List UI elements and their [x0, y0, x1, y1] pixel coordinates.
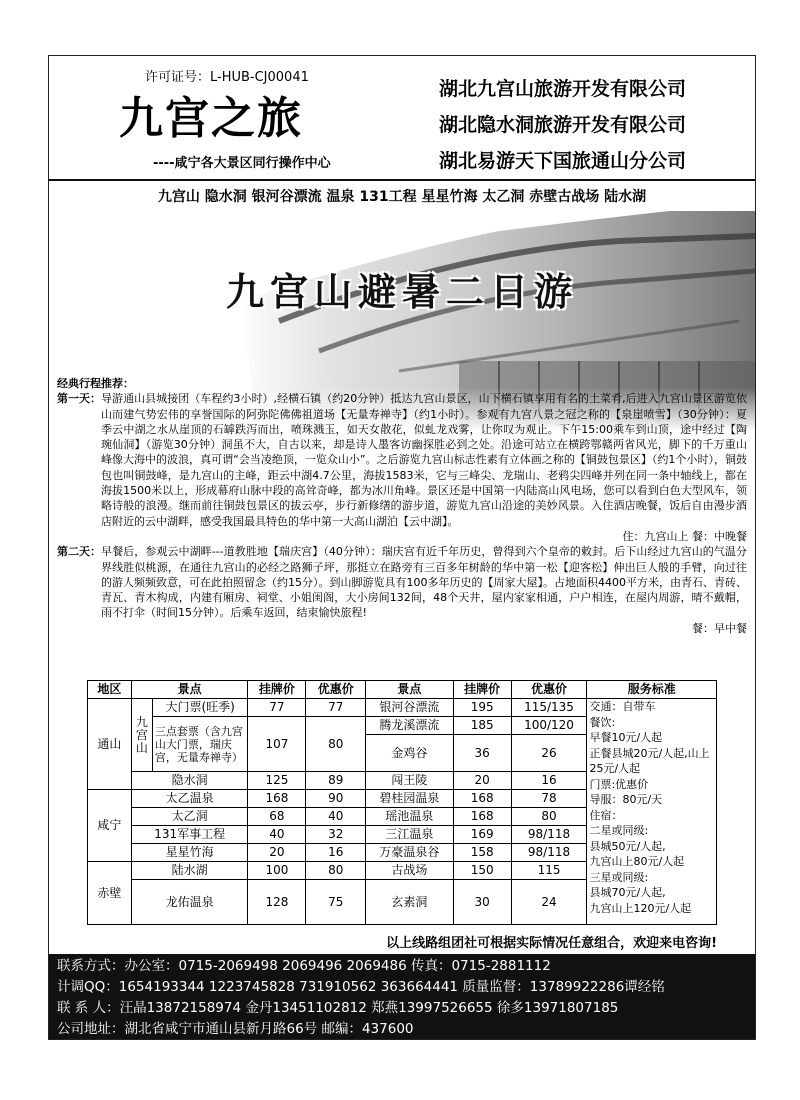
list-price-cell: 68 — [248, 808, 306, 826]
list-price-cell: 40 — [248, 826, 306, 844]
service-line: 三星或同级: — [589, 870, 649, 884]
promo-price-cell: 98/118 — [511, 844, 587, 862]
service-standard-cell — [587, 699, 717, 925]
promo-price-cell: 16 — [511, 772, 587, 790]
combination-note: 以上线路组团社可根据实际情况任意组合，欢迎来电咨询! — [386, 936, 717, 951]
header-region: 地区 — [88, 681, 132, 699]
spot-cell: 腾龙溪漂流 — [366, 717, 454, 735]
region-cell: 通山 — [88, 699, 132, 790]
region-cell: 赤壁 — [88, 862, 132, 925]
header-promo-price-2: 优惠价 — [511, 681, 587, 699]
brand-subtitle: ----咸宁各大景区同行操作中心 — [153, 156, 331, 171]
service-line: 县城50元/人起, — [589, 839, 666, 853]
scenic-spots-list: 九宫山 隐水洞 银河谷漂流 温泉 131工程 星星竹海 太乙洞 赤壁古战场 陆水湖 — [157, 189, 647, 205]
list-price-cell: 36 — [453, 735, 511, 772]
spot-cell: 大门票(旺季) — [152, 699, 248, 717]
spot-cell: 131军事工程 — [131, 826, 248, 844]
promo-price-cell: 90 — [306, 790, 366, 808]
list-price-cell: 168 — [453, 790, 511, 808]
day-1-text: 导游通山县城接团（车程约3小时）,经横石镇（约20分钟）抵达九宫山景区，山下横石镇享用有名的土菜肴,后进入九宫山景区游览依山而建气势宏伟的享誉国际的阿弥陀佛佛祖道场【无量寿禅寺】（约1小时）。参观有九宫八景之冠之称的【泉崖喷雪】（30分钟）：夏季云中湖之水从崖顶的石罅跌泻而出，喷珠溅玉，如天女散花，似虬龙戏雾，让你叹为观止。下午15:00乘车到山顶，途中经过【陶琬仙洞】（游览30分钟）洞虽不大，自古以来，却是诗人墨客访幽探胜必到之处。沿途可站立在横跨鄂赣两省风光，脚下的千万重山峰像大海中的波浪，真可谓“会当凌绝顶，一览众山小”。之后游览九宫山标志性素有立体画之称的【铜鼓包景区】（约1个小时），铜鼓包也叫铜鼓峰，是九宫山的主峰，距云中湖4.7公里，海拔1583米，它与三峰尖、龙瑞山、老鸦尖四峰并列在同一条中轴线上，都在海拔1500米以上，形成幕府山脉中段的高耸奇峰，都为冰川角峰。景区还是中国第一内陆高山风电场，您可以看到白色大型风车，领略诗般的浪漫。继而前往铜鼓包景区的拔云亭，步行新修缮的游步道，游览九宫山沿途的美妙风景。入住酒店晚餐，饭后自由漫步酒店附近的云中湖畔，感受我国最具特色的华中第一大高山湖泊【云中湖】。 — [101, 392, 747, 528]
promo-price-cell: 26 — [511, 735, 587, 772]
list-price-cell: 77 — [248, 699, 306, 717]
spot-cell: 龙佑温泉 — [131, 880, 248, 925]
company-name-3: 湖北易游天下国旅通山分公司 — [439, 150, 687, 172]
spot-cell: 金鸡谷 — [366, 735, 454, 772]
table-row — [88, 699, 717, 717]
list-price-cell: 20 — [453, 772, 511, 790]
contact-phones: 联系方式：办公室：0715-2069498 2069496 2069486 传真：0715-2881112 — [57, 958, 551, 974]
service-line: 九宫山上120元/人起 — [589, 901, 692, 915]
header-service: 服务标准 — [587, 681, 717, 699]
list-price-cell: 158 — [453, 844, 511, 862]
promo-price-cell: 115/135 — [511, 699, 587, 717]
license-number: 许可证号：L-HUB-CJ00041 — [145, 70, 309, 85]
brand-logo-text: 九宫之旅 — [119, 93, 303, 144]
promo-price-cell: 89 — [306, 772, 366, 790]
header-divider — [49, 179, 755, 181]
itinerary — [57, 376, 747, 636]
spot-cell: 玄素洞 — [366, 880, 454, 925]
spot-cell: 三点套票（含九宫山大门票，瑞庆宫，无量寿禅寺） — [152, 717, 248, 772]
spot-cell: 古战场 — [366, 862, 454, 880]
header-promo-price: 优惠价 — [306, 681, 366, 699]
service-line: 交通：自带车 — [589, 700, 656, 713]
promo-price-cell: 40 — [306, 808, 366, 826]
promo-price-cell: 98/118 — [511, 826, 587, 844]
promo-price-cell: 32 — [306, 826, 366, 844]
company-name-2: 湖北隐水洞旅游开发有限公司 — [439, 114, 687, 136]
list-price-cell: 195 — [453, 699, 511, 717]
promo-price-cell: 80 — [306, 862, 366, 880]
region-cell: 咸宁 — [88, 790, 132, 862]
spot-cell: 银河谷漂流 — [366, 699, 454, 717]
day-2-meal: 餐：早中餐 — [692, 621, 747, 635]
list-price-cell: 168 — [248, 790, 306, 808]
day-1-lodging-meal: 住：九宫山上 餐：中晚餐 — [622, 529, 747, 543]
promo-price-cell: 80 — [306, 717, 366, 772]
price-table — [87, 680, 717, 925]
company-name-1: 湖北九宫山旅游开发有限公司 — [439, 78, 687, 100]
spot-cell: 万豪温泉谷 — [366, 844, 454, 862]
service-line: 县城70元/人起, — [589, 886, 666, 899]
spot-cell: 陆水湖 — [131, 862, 248, 880]
service-line: 门票:优惠价 — [589, 777, 649, 791]
header-spot-2: 景点 — [366, 681, 454, 699]
list-price-cell: 20 — [248, 844, 306, 862]
spot-cell: 太乙温泉 — [131, 790, 248, 808]
spot-cell: 瑶池温泉 — [366, 808, 454, 826]
tour-flyer — [48, 55, 756, 1040]
spot-cell: 闯王陵 — [366, 772, 454, 790]
promo-price-cell: 77 — [306, 699, 366, 717]
header-list-price: 挂牌价 — [248, 681, 306, 699]
day-2-label: 第二天： — [57, 545, 101, 559]
promo-price-cell: 75 — [306, 880, 366, 925]
promo-price-cell: 100/120 — [511, 717, 587, 735]
service-line: 早餐10元/人起 — [589, 731, 663, 744]
spot-cell: 三江温泉 — [366, 826, 454, 844]
promo-price-cell: 24 — [511, 880, 587, 925]
list-price-cell: 185 — [453, 717, 511, 735]
list-price-cell: 30 — [453, 880, 511, 925]
header-spot: 景点 — [131, 681, 248, 699]
spot-cell: 太乙洞 — [131, 808, 248, 826]
spot-cell: 碧桂园温泉 — [366, 790, 454, 808]
list-price-cell: 100 — [248, 862, 306, 880]
contact-qq: 计调QQ：1654193344 1223745828 731910562 363664441 质量监督：13789922286谭经铭 — [57, 979, 665, 995]
spot-cell: 隐水洞 — [131, 772, 248, 790]
promo-price-cell: 80 — [511, 808, 587, 826]
service-line: 二星或同级: — [589, 824, 649, 837]
list-price-cell: 168 — [453, 808, 511, 826]
table-header-row — [88, 681, 717, 699]
list-price-cell: 128 — [248, 880, 306, 925]
contact-footer — [49, 954, 755, 1040]
itinerary-heading: 经典行程推荐： — [57, 377, 134, 390]
header-list-price-2: 挂牌价 — [453, 681, 511, 699]
day-1-label: 第一天： — [57, 392, 101, 406]
itinerary-day-1 — [57, 391, 747, 544]
jiugongshan-label: 九宫山 — [131, 699, 152, 772]
itinerary-day-2 — [57, 544, 747, 636]
service-line: 住宿： — [589, 808, 623, 822]
promo-price-cell: 16 — [306, 844, 366, 862]
list-price-cell: 107 — [248, 717, 306, 772]
promo-price-cell: 115 — [511, 862, 587, 880]
list-price-cell: 169 — [453, 826, 511, 844]
service-line: 正餐县城20元/人起,山上25元/人起 — [589, 746, 710, 775]
list-price-cell: 150 — [453, 862, 511, 880]
service-line: 导服：80元/天 — [589, 793, 663, 806]
day-2-text: 早餐后，参观云中湖畔---道教胜地【瑞庆宫】（40分钟）：瑞庆宫有近千年历史，曾得到六个皇帝的敕封。后下山经过九宫山的气温分界线胜似桃源，在通往九宫山的必经之路狮子坪，那挺立在路旁有三百多年树龄的华中第一松【迎客松】伸出巨人般的手臂，向过往的游人频频致意，可在此拍照留念（约15分）。到山脚游览具有100多年历史的【周家大屋】。占地面积4400平方米，由青石、青砖、青瓦、青木构成，内建有厢房、祠堂、小姐闺阁，大小房间132间，48个天井，屋内家家相通，户户相连，在屋内周游，晴不戴帽，雨不打伞（时间15分钟）。后乘车返回，结束愉快旅程! — [101, 545, 747, 620]
tour-title: 九宫山避暑二日游 — [225, 269, 578, 314]
contact-persons: 联 系 人：汪晶13872158974 金丹13451102812 郑燕13997526655 徐多13971807185 — [57, 1000, 619, 1016]
service-line: 餐饮: — [589, 715, 616, 729]
promo-price-cell: 78 — [511, 790, 587, 808]
contact-address: 公司地址：湖北省咸宁市通山县新月路66号 邮编：437600 — [57, 1021, 414, 1037]
list-price-cell: 125 — [248, 772, 306, 790]
service-line: 九宫山上80元/人起 — [589, 855, 685, 868]
spot-cell: 星星竹海 — [131, 844, 248, 862]
